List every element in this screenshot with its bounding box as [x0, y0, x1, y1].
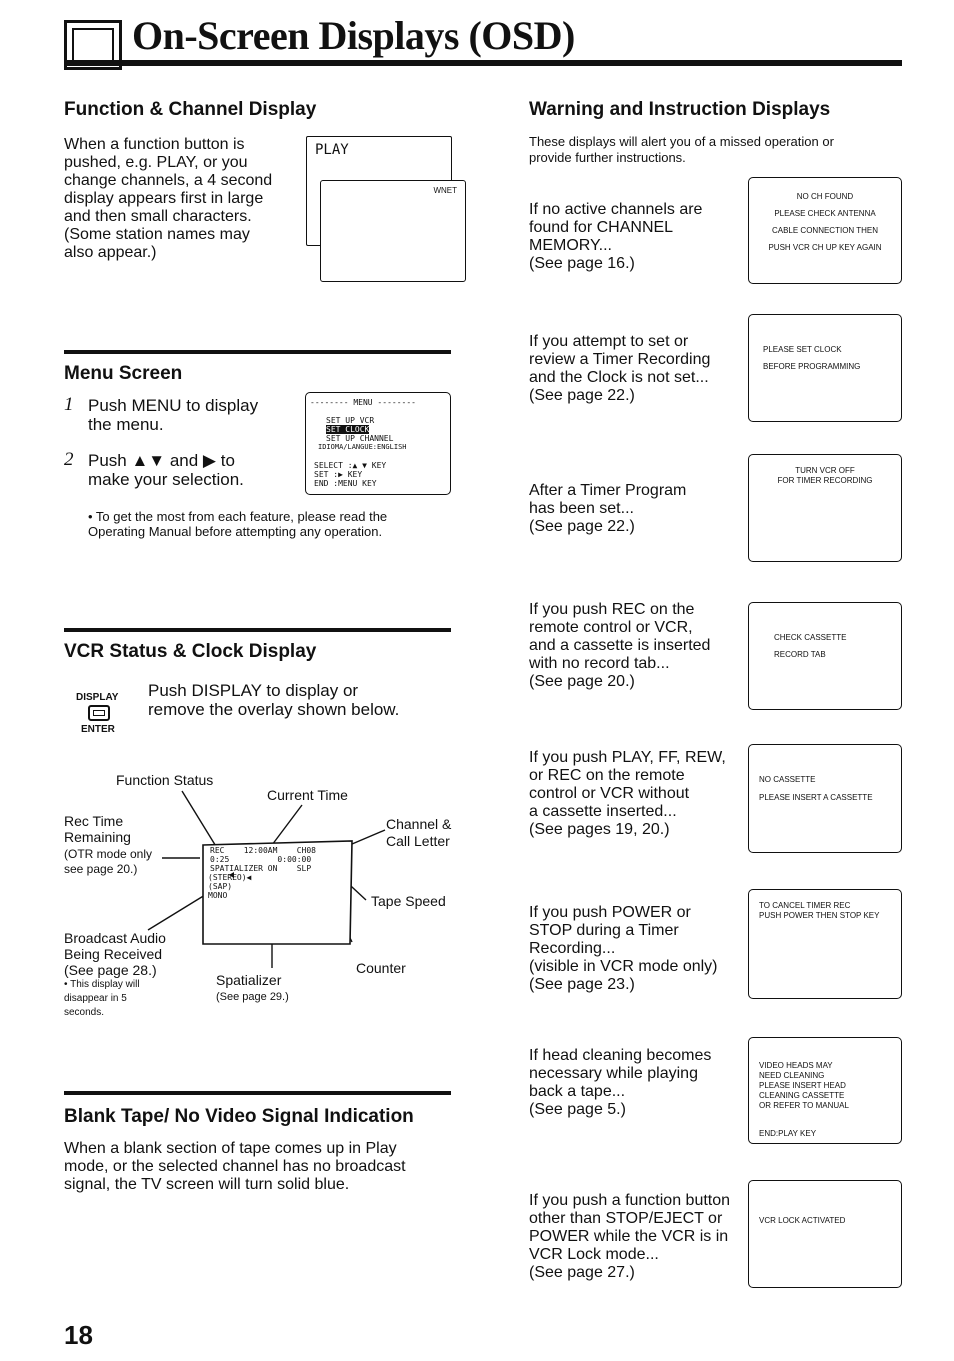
vcr-status-heading: VCR Status & Clock Display: [64, 641, 317, 662]
warnings-heading: Warning and Instruction Displays: [529, 99, 831, 120]
warning-screen: [748, 744, 902, 853]
label-spatializer: Spatializer: [216, 972, 282, 988]
warning-screen-text: TO CANCEL TIMER REC PUSH POWER THEN STOP KEY: [759, 901, 880, 920]
warning-text: After a Timer Program has been set... (See page 22.): [529, 482, 687, 535]
label-otr: (OTR mode only see page 20.): [64, 847, 153, 876]
warning-text: If no active channels are found for CHANNEL MEMORY... (See page 16.): [529, 201, 703, 272]
menu-osd-keys: SELECT :▲ ▼ KEY SET :▶ KEY END :MENU KEY: [314, 461, 387, 488]
warning-screen-text: VCR LOCK ACTIVATED: [759, 1216, 846, 1225]
warning-screen: [748, 314, 902, 422]
label-counter: Counter: [356, 960, 406, 976]
label-function-status: Function Status: [116, 772, 214, 788]
menu-note: • To get the most from each feature, please read the Operating Manual before attempting any operation.: [88, 509, 388, 539]
page-title: On-Screen Displays (OSD): [132, 13, 575, 58]
menu-osd-item-selected: SET CLOCK: [326, 425, 370, 434]
warning-screen-text: TURN VCR OFF FOR TIMER RECORDING: [777, 466, 873, 485]
overlay-line-1: REC 12:00AM CH08: [210, 846, 316, 855]
label-tape-speed: Tape Speed: [371, 893, 446, 909]
blank-tape-rule: [64, 1091, 451, 1095]
menu-step1-number: 1: [64, 394, 74, 415]
overlay-line-2: 0:25 0:00:00: [210, 855, 312, 864]
function-channel-heading: Function & Channel Display: [64, 99, 317, 120]
warnings-intro: These displays will alert you of a missed operation or provide further instructions.: [529, 134, 834, 165]
warning-screen-text: NO CH FOUND PLEASE CHECK ANTENNA CABLE CONNECTION THEN PUSH VCR CH UP KEY AGAIN: [768, 192, 882, 252]
display-button-label: DISPLAY: [76, 692, 119, 703]
label-broadcast-note: • This display will disappear in 5 seconds.: [64, 979, 140, 1018]
warning-screen: [748, 889, 902, 999]
label-broadcast: Broadcast Audio Being Received (See page 28.): [64, 930, 166, 978]
blank-tape-heading: Blank Tape/ No Video Signal Indication: [64, 1106, 414, 1127]
menu-osd-item: SET UP VCR: [326, 416, 375, 425]
warning-text: If head cleaning becomes necessary while playing back a tape... (See page 5.): [529, 1047, 712, 1118]
warning-text: If you push a function button other than STOP/EJECT or POWER while the VCR is in VCR Lock mode... (See page 27.): [529, 1192, 731, 1281]
screen-large-text: PLAY: [315, 142, 349, 158]
warning-text: If you push POWER or STOP during a Timer Recording... (visible in VCR mode only) (See page 23.): [529, 904, 718, 993]
warning-screen-text: VIDEO HEADS MAY NEED CLEANING PLEASE INSERT HEAD CLEANING CASSETTE OR REFER TO MANUAL: [759, 1061, 849, 1110]
function-channel-text: When a function button is pushed, e.g. PLAY, or you change channels, a 4 second display appears first in large and then small characters. (Some station names may also appear.): [64, 136, 273, 261]
menu-osd-header: -------- MENU --------: [310, 398, 416, 407]
menu-osd-item: SET UP CHANNEL: [326, 434, 394, 443]
page-number: 18: [64, 1320, 93, 1350]
warning-screen: [748, 454, 902, 562]
warning-screen: [748, 177, 902, 284]
warning-screen: [748, 1037, 902, 1144]
blank-tape-text: When a blank section of tape comes up in Play mode, or the selected channel has no broadcast signal, the TV screen will turn solid blue.: [64, 1140, 406, 1193]
overlay-line-4: (STEREO)◀ (SAP) MONO: [208, 873, 252, 900]
warning-text: If you push PLAY, FF, REW, or REC on the remote control or VCR without a cassette inserted... (See pages 19, 20.): [529, 749, 726, 838]
warning-screen: [748, 602, 902, 710]
warning-screen-text: CHECK CASSETTE RECORD TAB: [774, 633, 847, 659]
overlay-line-3: SPATIALIZER ON SLP: [210, 864, 312, 873]
screen-small-text: WNET: [433, 186, 457, 195]
menu-heading: Menu Screen: [64, 363, 183, 384]
menu-osd-item: IDIOMA/LANGUE:ENGLISH: [318, 443, 407, 451]
warning-screen-text: PLEASE SET CLOCK BEFORE PROGRAMMING: [763, 345, 861, 371]
warning-screen: [748, 1180, 902, 1288]
enter-button-label: ENTER: [81, 724, 115, 735]
label-channel: Channel & Call Letter: [386, 816, 452, 849]
label-spatializer-ref: (See page 29.): [216, 991, 289, 1003]
warning-text: If you attempt to set or review a Timer Recording and the Clock is not set... (See page 22.): [529, 333, 711, 404]
label-current-time: Current Time: [267, 787, 348, 803]
menu-step2-number: 2: [64, 449, 74, 470]
label-rec-time: Rec Time Remaining: [64, 813, 131, 845]
warning-text: If you push REC on the remote control or VCR, and a cassette is inserted with no record tab... (See page 20.): [529, 601, 711, 690]
menu-step1-text: Push MENU to display the menu.: [88, 396, 259, 434]
vcr-status-instruction: Push DISPLAY to display or remove the overlay shown below.: [148, 681, 400, 719]
warning-screen-text: NO CASSETTE PLEASE INSERT A CASSETTE: [759, 775, 873, 802]
warning-screen-footer: END:PLAY KEY: [759, 1129, 817, 1138]
menu-step2-text: Push ▲▼ and ▶ to make your selection.: [88, 451, 244, 489]
